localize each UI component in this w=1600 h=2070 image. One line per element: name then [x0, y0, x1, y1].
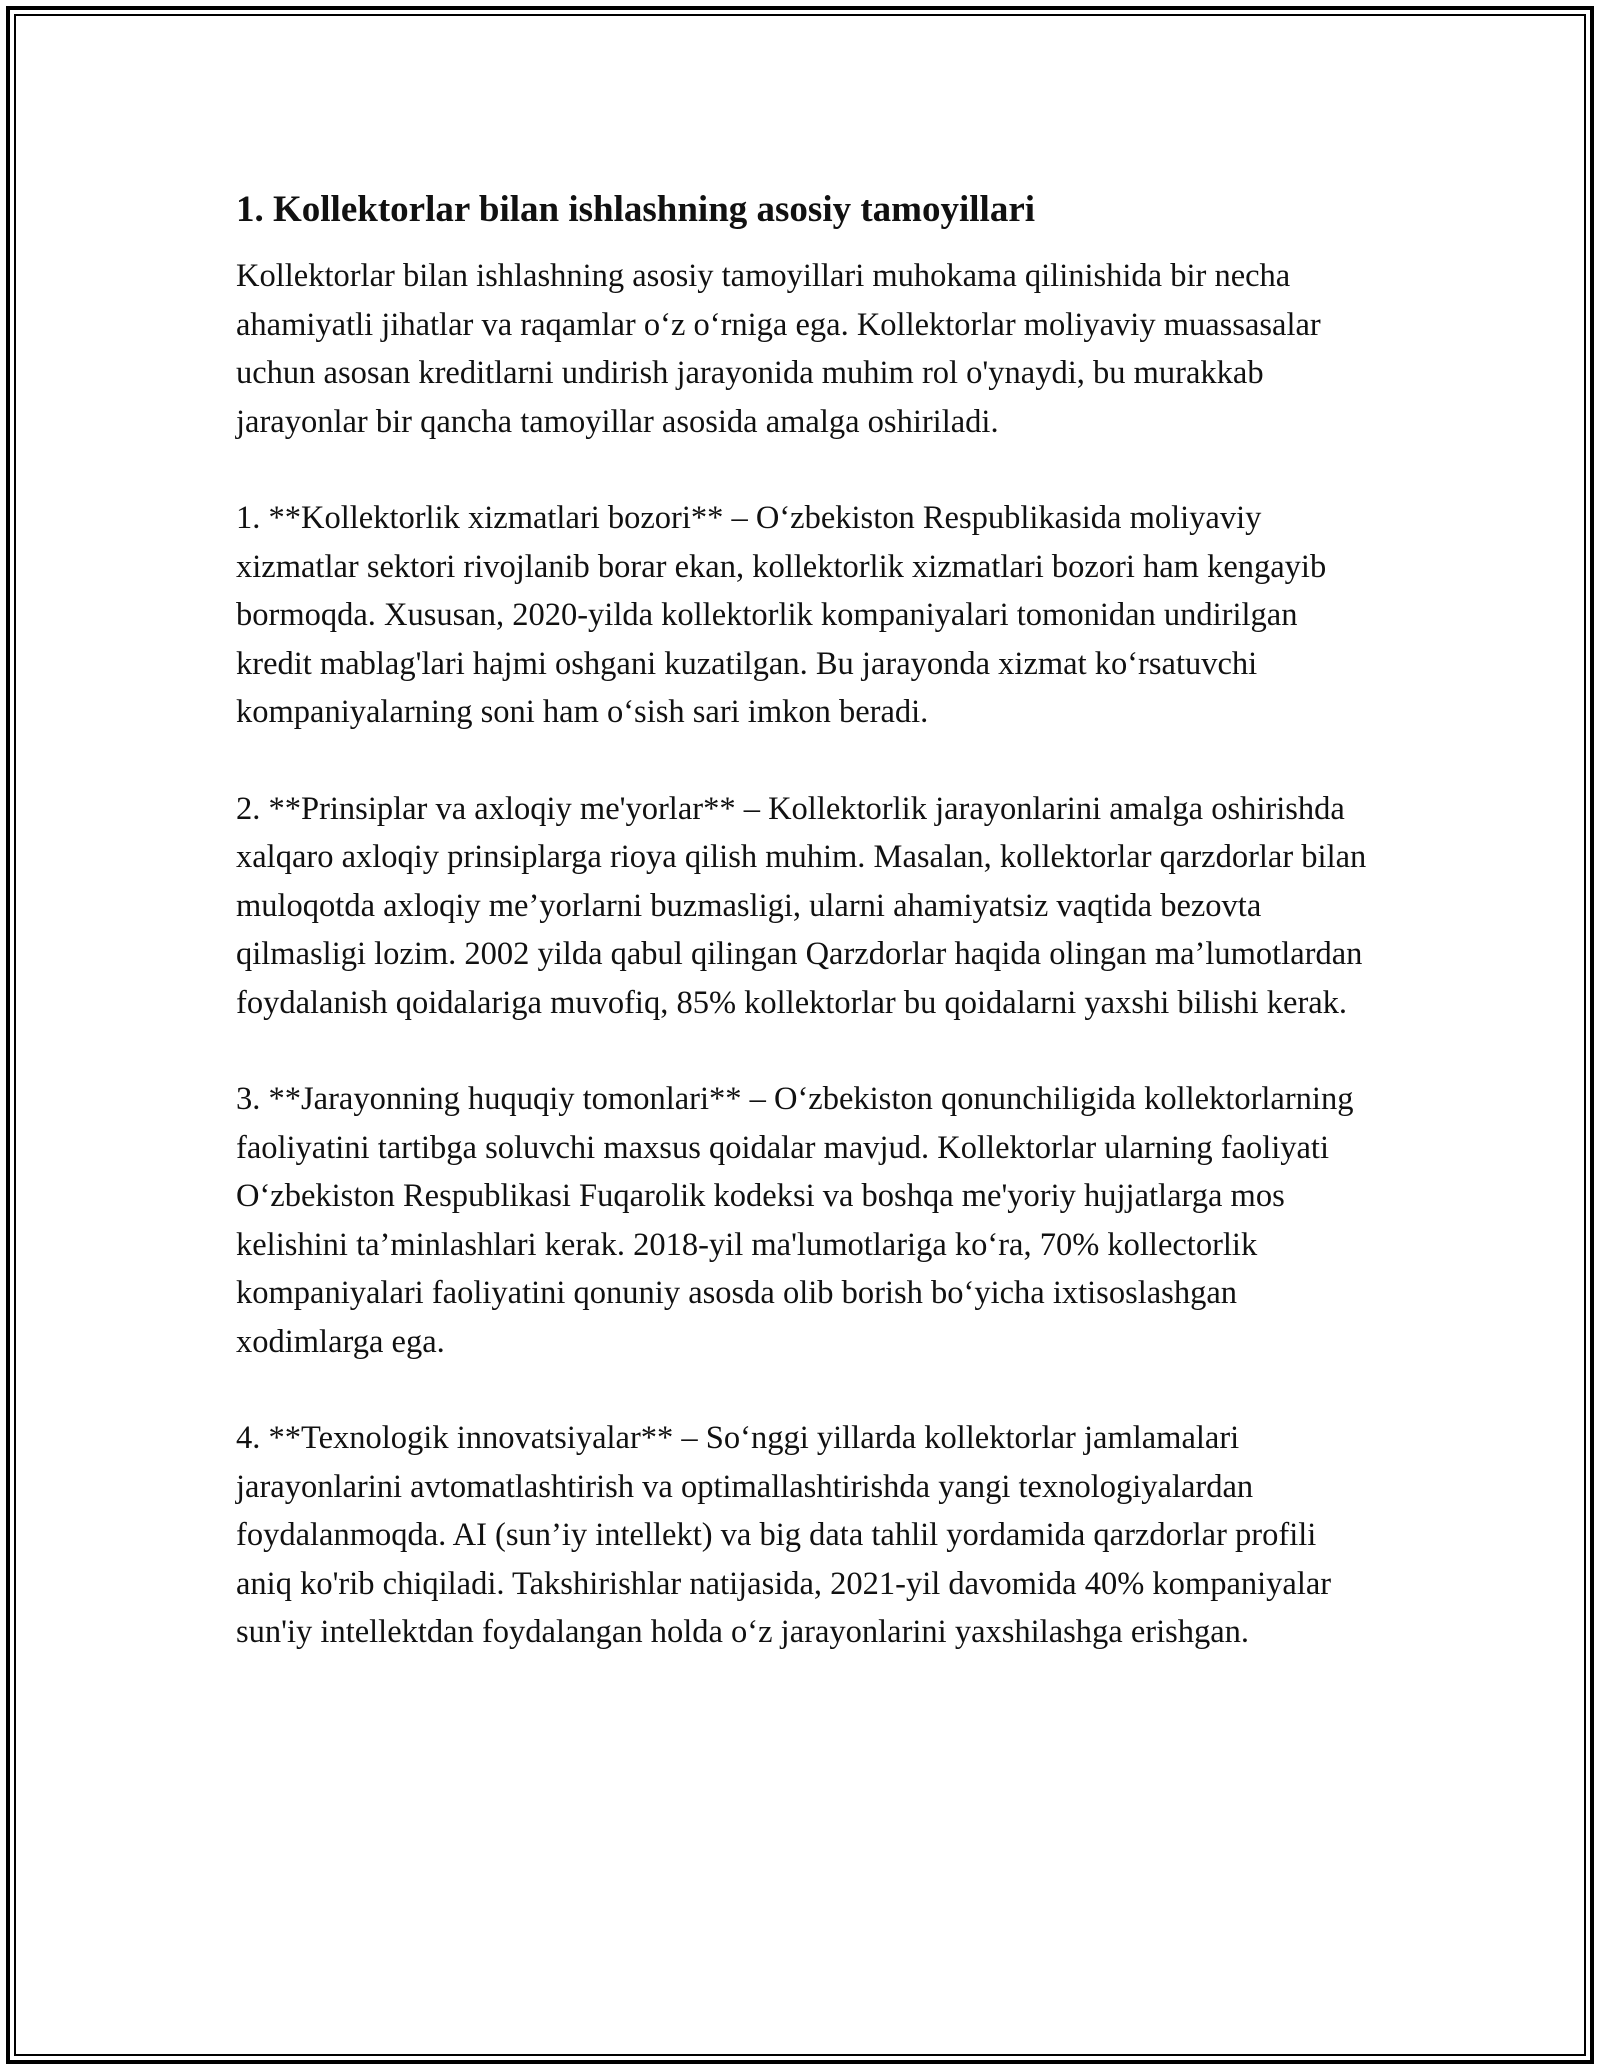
- list-item-2-paragraph: 2. **Prinsiplar va axloqiy me'yorlar** – Kollektorlik jarayonlarini amalga oshirishda xalqaro axloqiy prinsiplarga rioya qilish muhim. Masalan, kollektorlar qarzdorlar bilan muloqotda axloqiy me’yorlarni buzmasligi, ularni ahamiyatsiz vaqtida bezovta qilmasligi lozim. 2002 yilda qabul qilingan Qarzdorlar haqida olingan ma’lumotlardan foydalanish qoidalariga muvofiq, 85% kollektorlar bu qoidalarni yaxshi bilishi kerak.: [236, 790, 1367, 1021]
- section-heading: 1. Kollektorlar bilan ishlashning asosiy tamoyillari: [236, 189, 1036, 230]
- list-item-1-paragraph: 1. **Kollektorlik xizmatlari bozori** – O‘zbekiston Respublikasida moliyaviy xizmatlar sektori rivojlanib borar ekan, kollektorlik xizmatlari bozori ham kengayib bormoqda. Xususan, 2020-yilda kollektorlik kompaniyalari tomonidan undirilgan kredit mablag'lari hajmi oshgani kuzatilgan. Bu jarayonda xizmat ko‘rsatuvchi kompaniyalarning soni ham o‘sish sari imkon beradi.: [236, 500, 1327, 730]
- list-item-3-paragraph: 3. **Jarayonning huquqiy tomonlari** – O‘zbekiston qonunchiligida kollektorlarning faoliyatini tartibga soluvchi maxsus qoidalar mavjud. Kollektorlar ularning faoliyati O‘zbekiston Respublikasi Fuqarolik kodeksi va boshqa me'yoriy hujjatlarga mos kelishini ta’minlashlari kerak. 2018-yil ma'lumotlariga ko‘ra, 70% kollectorlik kompaniyalari faoliyatini qonuniy asosda olib borish bo‘yicha ixtisoslashgan xodimlarga ega.: [236, 1081, 1354, 1360]
- list-item-4-paragraph: 4. **Texnologik innovatsiyalar** – So‘nggi yillarda kollektorlar jamlamalari jarayonlarini avtomatlashtirish va optimallashtirishda yangi texnologiyalardan foydalanmoqda. AI (sun’iy intellekt) va big data tahlil yordamida qarzdorlar profili aniq ko'rib chiqiladi. Takshirishlar natijasida, 2021-yil davomida 40% kompaniyalar sun'iy intellektdan foydalangan holda o‘z jarayonlarini yaxshilashga erishgan.: [236, 1420, 1332, 1650]
- intro-paragraph: Kollektorlar bilan ishlashning asosiy tamoyillari muhokama qilinishida bir necha ahamiyatli jihatlar va raqamlar o‘z o‘rniga ega. Kollektorlar moliyaviy muassasalar uchun asosan kreditlarni undirish jarayonida muhim rol o'ynaydi, bu murakkab jarayonlar bir qancha tamoyillar asosida amalga oshiriladi.: [236, 258, 1321, 440]
- document-body: [236, 186, 1376, 1657]
